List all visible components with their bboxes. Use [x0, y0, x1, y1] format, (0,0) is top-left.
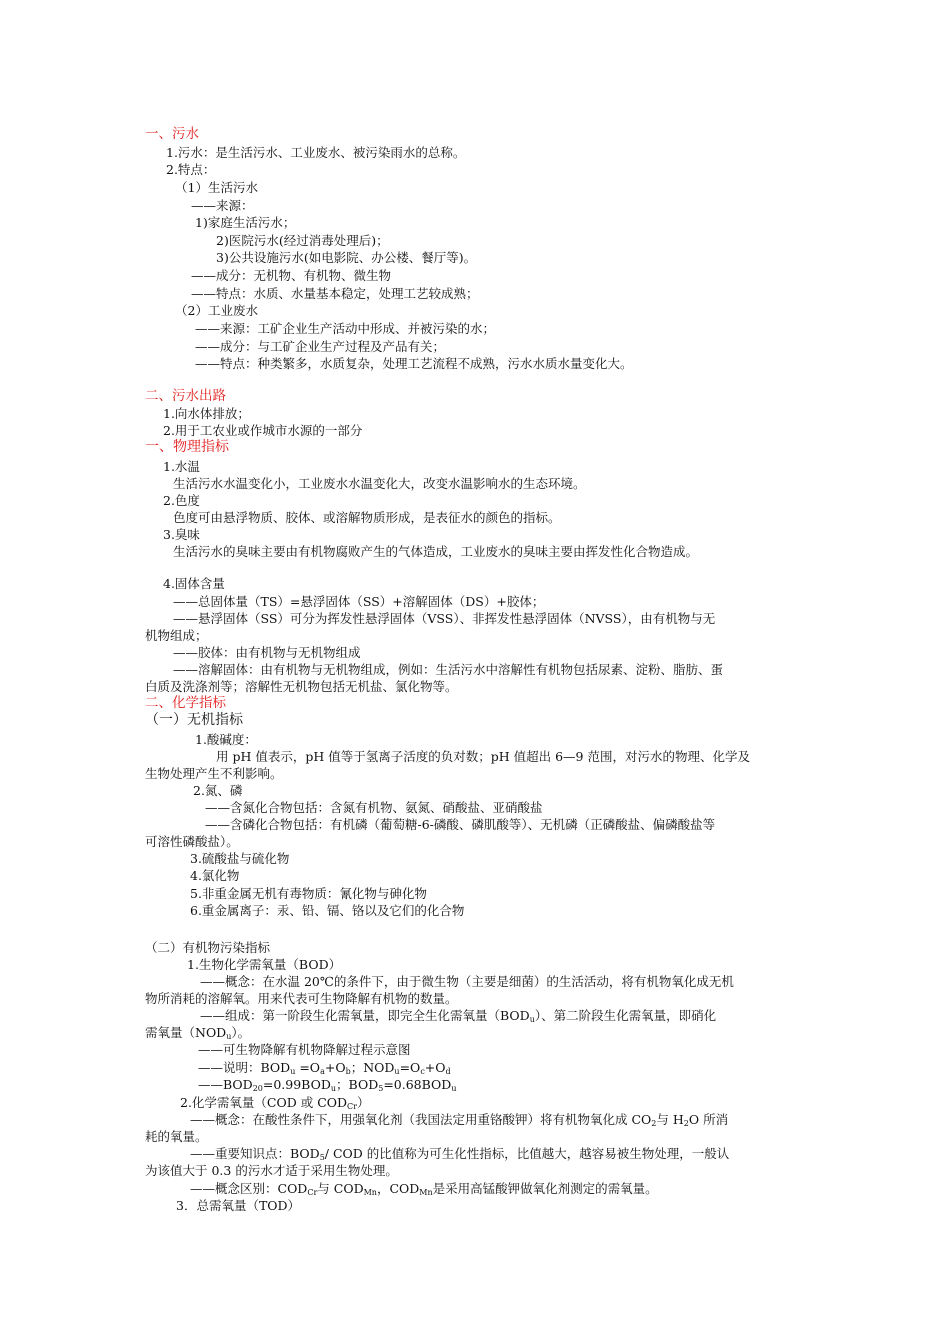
nitrogen-phosphorus-heading: 2.氮、磷 — [193, 783, 243, 798]
bod-concept: ——概念：在水温 20℃的条件下，由于微生物（主要是细菌）的生活活动，将有机物氧化成无机 — [200, 974, 734, 989]
phosphorus-compounds-text: ——含磷化合物包括：有机磷（葡萄糖-6-磷酸、磷肌酸等）、无机磷（正磷酸盐、偏磷酸盐等 — [205, 817, 716, 832]
cod-key-point-cont: 为该值大于 0.3 的污水才适于采用生物处理。 — [145, 1163, 398, 1178]
domestic-characteristics: ——特点：水质、水量基本稳定，处理工艺较成熟； — [191, 286, 479, 301]
inorganic-item-3: 3.硫酸盐与硫化物 — [190, 851, 290, 866]
section-title-chemical-indicators: 二、化学指标 — [145, 695, 226, 711]
suspended-solids-text-cont: 机物组成； — [145, 628, 208, 643]
tod-heading: 3．总需氧量（TOD） — [176, 1198, 301, 1213]
ph-text: 用 pH 值表示，pH 值等于氢离子活度的负对数；pH 值超出 6—9 范围，对污水的物理、化学及 — [216, 749, 750, 764]
suspended-solids-text: ——悬浮固体（SS）可分为挥发性悬浮固体（VSS）、非挥发性悬浮固体（NVSS），由有机物与无 — [173, 611, 716, 626]
cod-key-point: ——重要知识点：$BOD_5/$ COD 的比值称为可生化性指标，比值越大，越容易被生物处理，一般认 — [190, 1146, 730, 1162]
source-label: ——来源： — [191, 198, 254, 213]
nitrogen-compounds-text: ——含氮化合物包括：含氮有机物、氨氮、硝酸盐、亚硝酸盐 — [205, 800, 543, 815]
water-temperature-heading: 1.水温 — [163, 459, 200, 474]
dissolved-solids-text: ——溶解固体：由有机物与无机物组成，例如：生活污水中溶解性有机物包括尿素、淀粉、脂肪、蛋 — [173, 662, 724, 677]
bod-diagram-note: ——可生物降解有机物降解过程示意图 — [198, 1042, 411, 1057]
phosphorus-compounds-text-cont: 可溶性磷酸盐）。 — [145, 834, 239, 849]
section-title-sewage-outlets: 二、污水出路 — [145, 388, 226, 404]
source-item-2: 2)医院污水(经过消毒处理后)； — [216, 233, 389, 248]
industrial-wastewater-heading: （2）工业废水 — [175, 303, 258, 318]
organic-indicators-heading: （二）有机物污染指标 — [145, 940, 271, 955]
domestic-sewage-heading: （1）生活污水 — [175, 180, 258, 195]
ph-heading: 1.酸碱度： — [195, 732, 257, 747]
domestic-composition: ——成分：无机物、有机物、微生物 — [191, 268, 392, 283]
industrial-characteristics: ——特点：种类繁多，水质复杂，处理工艺流程不成熟，污水水质水量变化大。 — [195, 356, 633, 371]
outlet-item-2: 2.用于工农业或作城市水源的一部分 — [163, 423, 363, 438]
inorganic-item-5: 5.非重金属无机有毒物质：氰化物与砷化物 — [190, 886, 427, 901]
cod-concept: ——概念：在酸性条件下，用强氧化剂（我国法定用重铬酸钾）将有机物氧化成 $CO_2$与 $H_2O$ 所消 — [190, 1112, 729, 1128]
industrial-source: ——来源：工矿企业生产活动中形成、并被污染的水； — [195, 321, 496, 336]
cod-difference: ——概念区别：$COD_{Cr}$与 $COD_{Mn}$，$COD_{Mn}$是采用高锰酸钾做氧化剂测定的需氧量。 — [190, 1181, 658, 1197]
bod-composition: ——组成：第一阶段生化需氧量，即完全生化需氧量$(BOD_u)$、第二阶段生化需氧量，即硝化 — [200, 1008, 717, 1024]
inorganic-item-4: 4.氯化物 — [190, 868, 240, 883]
cod-heading: 2.化学需氧量（COD 或 $COD_{Cr}$） — [180, 1095, 370, 1111]
industrial-composition: ——成分：与工矿企业生产过程及产品有关； — [195, 339, 446, 354]
source-item-1: 1)家庭生活污水； — [195, 215, 296, 230]
inorganic-item-6: 6.重金属离子：汞、铅、镉、铬以及它们的化合物 — [190, 903, 465, 918]
section-title-physical-indicators: 一、物理指标 — [145, 439, 229, 455]
total-solids-text: ——总固体量（TS）=悬浮固体（SS）+溶解固体（DS）+胶体； — [173, 594, 545, 609]
odor-text: 生活污水的臭味主要由有机物腐败产生的气体造成，工业废水的臭味主要由挥发性化合物造成。 — [173, 544, 699, 559]
source-item-3: 3)公共设施污水(如电影院、办公楼、餐厅等)。 — [216, 250, 477, 265]
section-title-sewage: 一、污水 — [145, 126, 199, 142]
features-heading: 2.特点： — [166, 162, 216, 177]
inorganic-indicators-heading: （一）无机指标 — [145, 712, 243, 728]
outlet-item-1: 1.向水体排放； — [163, 406, 250, 421]
bod-composition-cont: 需氧量$(NOD_u)$。 — [145, 1025, 251, 1041]
dissolved-solids-text-cont: 白质及洗涤剂等；溶解性无机物包括无机盐、氯化物等。 — [145, 679, 458, 694]
water-temperature-text: 生活污水水温变化小，工业废水水温变化大，改变水温影响水的生态环境。 — [173, 476, 586, 491]
cod-concept-cont: 耗的氧量。 — [145, 1129, 208, 1144]
sewage-definition: 1.污水：是生活污水、工业废水、被污染雨水的总称。 — [166, 145, 466, 160]
solids-heading: 4.固体含量 — [163, 576, 225, 591]
color-text: 色度可由悬浮物质、胶体、或溶解物质形成，是表征水的颜色的指标。 — [173, 510, 561, 525]
bod-explanation: ——说明：$BOD_u =O_a+O_b$；$NOD_u=O_c+O_d$ — [198, 1060, 451, 1076]
colloid-text: ——胶体：由有机物与无机物组成 — [173, 645, 361, 660]
bod-concept-cont: 物所消耗的溶解氧。用来代表可生物降解有机物的数量。 — [145, 991, 458, 1006]
bod20-relation: $——BOD_{20}=0.99BOD_u$；$BOD_5=0.68BOD_u$ — [198, 1077, 457, 1093]
ph-text-cont: 生物处理产生不利影响。 — [145, 766, 283, 781]
bod-heading: 1.生物化学需氧量（BOD） — [187, 957, 342, 972]
odor-heading: 3.臭味 — [163, 527, 200, 542]
color-heading: 2.色度 — [163, 493, 200, 508]
